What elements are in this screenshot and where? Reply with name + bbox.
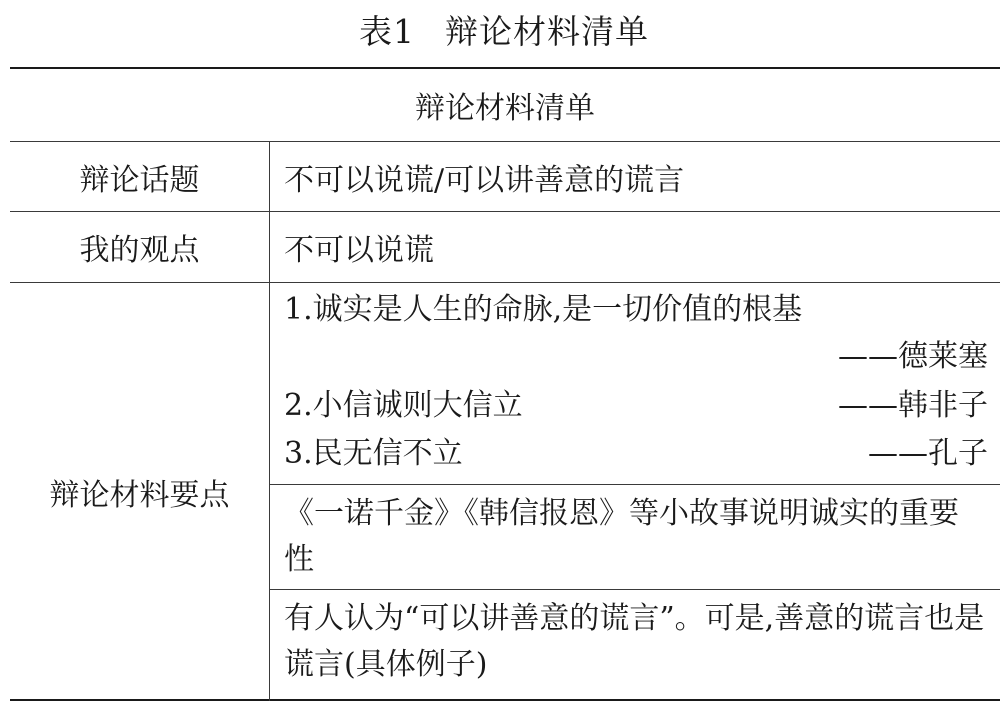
topic-label: 辩论话题: [10, 142, 270, 211]
quote-1-author: ——德莱塞: [838, 339, 988, 374]
table-number: 表1: [359, 12, 415, 51]
quote-2-author: ——韩非子: [838, 388, 988, 423]
white-lies-cell: 有人认为“可以讲善意的谎言”。可是,善意的谎言也是谎言(具体例子): [284, 601, 985, 682]
debate-material-table: [10, 67, 1000, 701]
topic-value: 不可以说谎/可以讲善意的谎言: [284, 162, 685, 198]
table-header: 辩论材料清单: [415, 91, 595, 126]
table-row-topic: [10, 142, 1000, 212]
quote-2-line: [284, 383, 988, 429]
table-caption-title: 辩论材料清单: [445, 12, 649, 51]
view-label: 我的观点: [10, 212, 270, 282]
quote-1-text: 1.诚实是人生的命脉,是一切价值的根基: [284, 292, 803, 327]
quote-3-text: 3.民无信不立: [284, 436, 463, 471]
table-caption: [0, 10, 1008, 54]
material-label: 辩论材料要点: [10, 283, 270, 701]
view-value: 不可以说谎: [284, 233, 434, 268]
quote-3-author: ——孔子: [868, 436, 988, 471]
table-header-row: [10, 69, 1000, 142]
quote-2-text: 2.小信诚则大信立: [284, 388, 523, 423]
table-row-material: [10, 283, 1000, 701]
quotes-cell: [270, 283, 1000, 485]
stories-cell: 《一诺千金》《韩信报恩》等小故事说明诚实的重要性: [270, 485, 1000, 590]
quote-3-line: [284, 431, 988, 477]
table-row-view: [10, 212, 1000, 283]
